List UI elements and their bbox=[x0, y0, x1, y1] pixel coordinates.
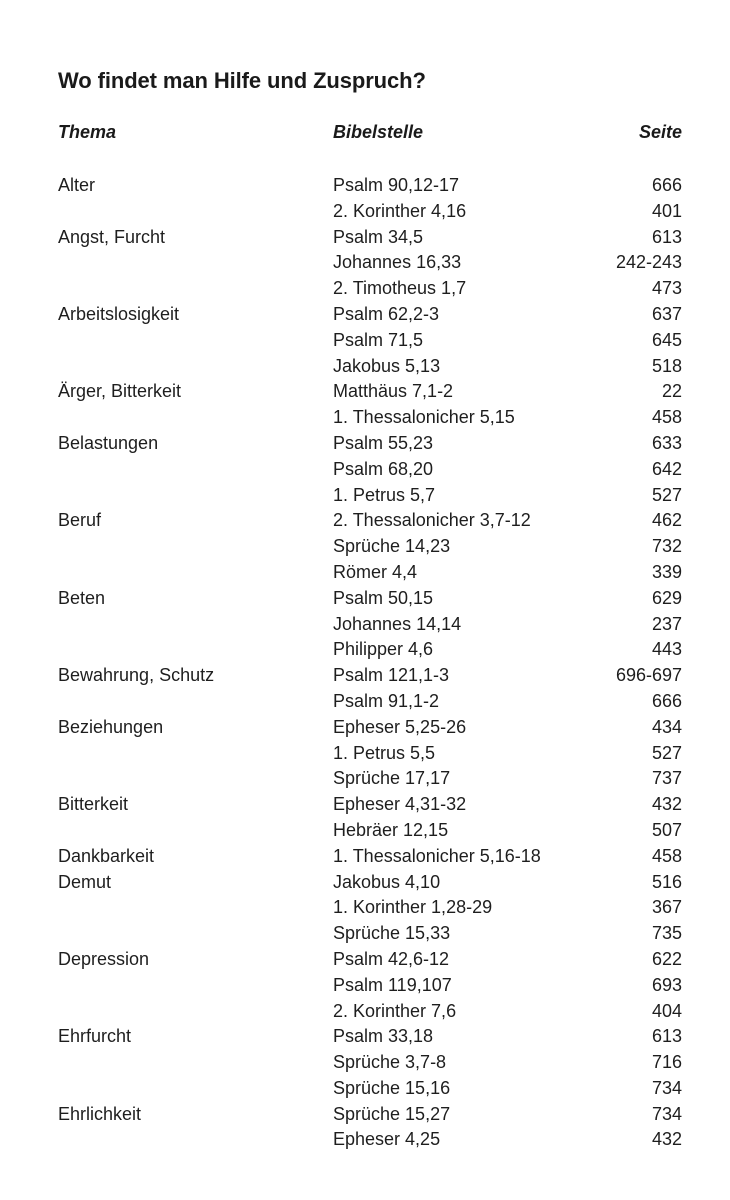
cell-bibelstelle: 2. Korinther 7,6 bbox=[333, 1000, 457, 1021]
table-row bbox=[58, 689, 682, 715]
cell-bibelstelle: Psalm 91,1-2 bbox=[333, 690, 440, 711]
cell-bibelstelle: Epheser 4,25 bbox=[333, 1129, 441, 1150]
cell-seite: 642 bbox=[651, 458, 682, 479]
cell-bibelstelle: Psalm 42,6-12 bbox=[333, 948, 450, 969]
cell-seite: 666 bbox=[651, 175, 682, 195]
table-row bbox=[58, 999, 682, 1025]
cell-thema: Bitterkeit bbox=[58, 794, 129, 815]
cell-thema: Bewahrung, Schutz bbox=[58, 665, 215, 686]
cell-thema: Demut bbox=[58, 871, 112, 892]
cell-thema: Alter bbox=[58, 175, 96, 195]
table-row bbox=[58, 483, 682, 509]
table-row bbox=[58, 1127, 682, 1153]
table-row bbox=[58, 1024, 682, 1050]
table-row bbox=[58, 457, 682, 483]
cell-seite: 518 bbox=[651, 355, 682, 376]
cell-bibelstelle: Psalm 90,12-17 bbox=[333, 175, 460, 195]
table-row bbox=[58, 405, 682, 431]
table-row bbox=[58, 921, 682, 947]
table-row bbox=[58, 637, 682, 663]
table-row bbox=[58, 225, 682, 251]
cell-seite: 339 bbox=[651, 561, 682, 582]
table-row bbox=[58, 328, 682, 354]
column-header-thema: Thema bbox=[58, 122, 117, 142]
cell-seite: 633 bbox=[651, 432, 682, 453]
cell-seite: 432 bbox=[651, 1129, 682, 1150]
cell-bibelstelle: Psalm 121,1-3 bbox=[333, 665, 450, 686]
column-header-bibelstelle: Bibelstelle bbox=[333, 122, 424, 142]
table-row bbox=[58, 612, 682, 638]
cell-bibelstelle: Psalm 119,107 bbox=[333, 974, 452, 995]
cell-seite: 22 bbox=[661, 381, 682, 402]
table-row bbox=[58, 741, 682, 767]
cell-bibelstelle: Sprüche 3,7-8 bbox=[333, 1052, 447, 1073]
cell-seite: 527 bbox=[651, 742, 682, 763]
cell-bibelstelle: 2. Korinther 4,16 bbox=[333, 200, 467, 221]
table-row bbox=[58, 818, 682, 844]
cell-bibelstelle: Epheser 5,25-26 bbox=[333, 716, 467, 737]
cell-seite: 645 bbox=[651, 329, 682, 350]
cell-seite: 693 bbox=[651, 974, 682, 995]
cell-bibelstelle: 1. Korinther 1,28-29 bbox=[333, 897, 493, 918]
cell-bibelstelle: Sprüche 17,17 bbox=[333, 768, 451, 789]
table-row bbox=[58, 276, 682, 302]
cell-bibelstelle: Römer 4,4 bbox=[333, 561, 418, 582]
table-row bbox=[58, 199, 682, 225]
cell-bibelstelle: Sprüche 15,33 bbox=[333, 923, 451, 944]
cell-bibelstelle: 2. Timotheus 1,7 bbox=[333, 278, 467, 299]
table-row bbox=[58, 1102, 682, 1128]
cell-bibelstelle: Matthäus 7,1-2 bbox=[333, 381, 454, 402]
cell-thema: Ehrlichkeit bbox=[58, 1103, 142, 1124]
cell-seite: 666 bbox=[651, 690, 682, 711]
cell-seite: 367 bbox=[651, 897, 682, 918]
cell-bibelstelle: Sprüche 14,23 bbox=[333, 536, 451, 557]
cell-seite: 237 bbox=[651, 613, 682, 634]
table-row bbox=[58, 302, 682, 328]
table-row bbox=[58, 586, 682, 612]
cell-bibelstelle: Psalm 33,18 bbox=[333, 1026, 434, 1047]
table-row bbox=[58, 947, 682, 973]
cell-seite: 401 bbox=[651, 200, 682, 221]
table-row bbox=[58, 792, 682, 818]
table-row bbox=[58, 973, 682, 999]
table-row bbox=[58, 1050, 682, 1076]
cell-thema: Angst, Furcht bbox=[58, 226, 166, 247]
table-row bbox=[58, 715, 682, 741]
page-title: Wo findet man Hilfe und Zuspruch? bbox=[58, 68, 426, 93]
cell-bibelstelle: Epheser 4,31-32 bbox=[333, 794, 467, 815]
cell-bibelstelle: Psalm 68,20 bbox=[333, 458, 434, 479]
cell-thema: Belastungen bbox=[58, 432, 159, 453]
cell-seite: 443 bbox=[651, 639, 682, 660]
cell-seite: 737 bbox=[651, 768, 682, 789]
cell-bibelstelle: 1. Petrus 5,7 bbox=[333, 484, 436, 505]
cell-seite: 527 bbox=[651, 484, 682, 505]
cell-seite: 735 bbox=[651, 923, 682, 944]
table-row bbox=[58, 1076, 682, 1102]
cell-bibelstelle: Psalm 62,2-3 bbox=[333, 303, 440, 324]
table-row bbox=[58, 870, 682, 896]
cell-bibelstelle: Psalm 71,5 bbox=[333, 329, 424, 350]
table-row bbox=[58, 379, 682, 405]
cell-bibelstelle: 1. Thessalonicher 5,16-18 bbox=[333, 845, 541, 866]
cell-seite: 613 bbox=[651, 1026, 682, 1047]
cell-seite: 622 bbox=[651, 948, 682, 969]
cell-bibelstelle: Sprüche 15,27 bbox=[333, 1103, 451, 1124]
cell-bibelstelle: Philipper 4,6 bbox=[333, 639, 434, 660]
cell-seite: 516 bbox=[651, 871, 682, 892]
cell-bibelstelle: Jakobus 5,13 bbox=[333, 355, 441, 376]
table-row bbox=[58, 508, 682, 534]
cell-bibelstelle: Jakobus 4,10 bbox=[333, 871, 441, 892]
table-row bbox=[58, 354, 682, 380]
cell-seite: 613 bbox=[651, 226, 682, 247]
cell-bibelstelle: Psalm 50,15 bbox=[333, 587, 434, 608]
cell-seite: 434 bbox=[651, 716, 682, 737]
cell-thema: Depression bbox=[58, 948, 150, 969]
cell-bibelstelle: 2. Thessalonicher 3,7-12 bbox=[333, 510, 531, 531]
cell-seite: 716 bbox=[651, 1052, 682, 1073]
table-row bbox=[58, 844, 682, 870]
cell-bibelstelle: Johannes 14,14 bbox=[333, 613, 462, 634]
cell-seite: 734 bbox=[651, 1077, 682, 1098]
cell-bibelstelle: Sprüche 15,16 bbox=[333, 1077, 451, 1098]
table-row bbox=[58, 663, 682, 689]
cell-thema: Beten bbox=[58, 587, 106, 608]
cell-thema: Arbeitslosigkeit bbox=[58, 303, 180, 324]
cell-bibelstelle: Johannes 16,33 bbox=[333, 252, 462, 273]
table-row bbox=[58, 250, 682, 276]
cell-seite: 637 bbox=[651, 303, 682, 324]
cell-bibelstelle: Psalm 34,5 bbox=[333, 226, 424, 247]
column-header-seite: Seite bbox=[638, 122, 682, 142]
table-row bbox=[58, 766, 682, 792]
cell-bibelstelle: Psalm 55,23 bbox=[333, 432, 434, 453]
cell-seite: 732 bbox=[651, 536, 682, 557]
cell-seite: 458 bbox=[651, 407, 682, 428]
cell-seite: 462 bbox=[651, 510, 682, 531]
cell-thema: Beziehungen bbox=[58, 716, 164, 737]
cell-thema: Beruf bbox=[58, 510, 102, 531]
cell-thema: Ärger, Bitterkeit bbox=[58, 381, 182, 402]
reference-table bbox=[58, 173, 682, 1153]
cell-seite: 432 bbox=[651, 794, 682, 815]
cell-thema: Ehrfurcht bbox=[58, 1026, 132, 1047]
cell-bibelstelle: 1. Thessalonicher 5,15 bbox=[333, 407, 515, 428]
cell-thema: Dankbarkeit bbox=[58, 845, 155, 866]
table-row bbox=[58, 895, 682, 921]
cell-seite: 473 bbox=[651, 278, 682, 299]
table-row bbox=[58, 560, 682, 586]
cell-bibelstelle: Hebräer 12,15 bbox=[333, 819, 449, 840]
cell-seite: 734 bbox=[651, 1103, 682, 1124]
cell-seite: 629 bbox=[651, 587, 682, 608]
table-row bbox=[58, 431, 682, 457]
cell-bibelstelle: 1. Petrus 5,5 bbox=[333, 742, 436, 763]
cell-seite: 458 bbox=[651, 845, 682, 866]
table-row bbox=[58, 534, 682, 560]
cell-seite: 507 bbox=[651, 819, 682, 840]
cell-seite: 242-243 bbox=[615, 252, 682, 273]
cell-seite: 696-697 bbox=[615, 665, 682, 686]
cell-seite: 404 bbox=[651, 1000, 682, 1021]
table-row bbox=[58, 173, 682, 199]
